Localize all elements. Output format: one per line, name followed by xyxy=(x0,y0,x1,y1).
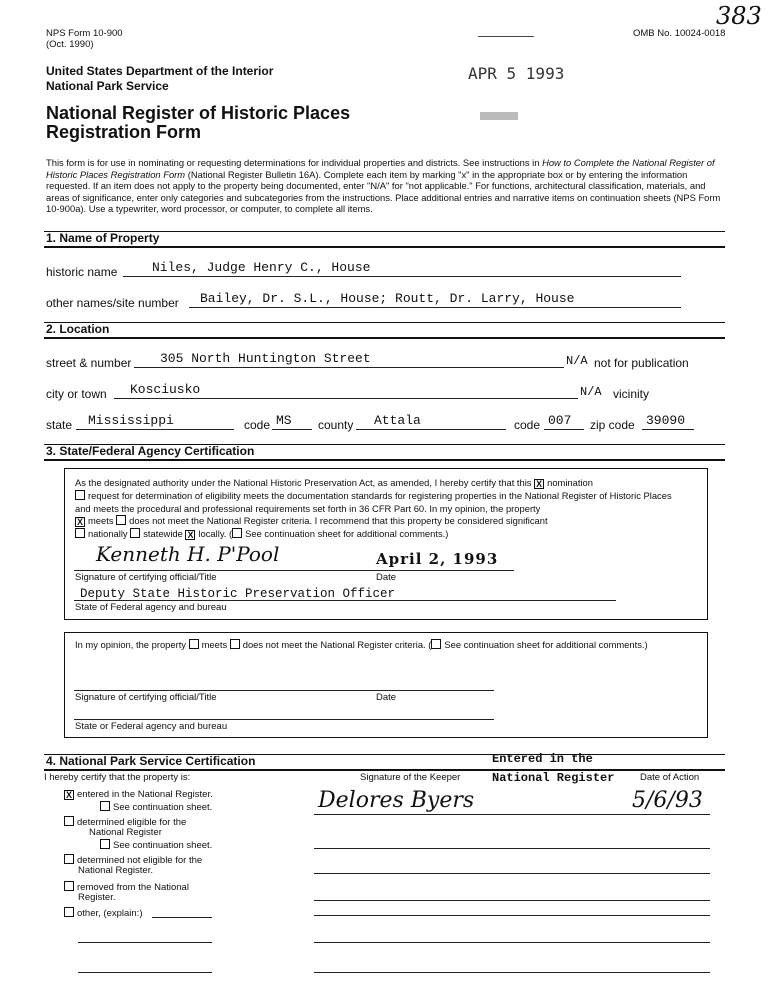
keeper-line-7 xyxy=(314,972,710,973)
agency-label: State of Federal agency and bureau xyxy=(75,602,227,613)
keeper-line-1 xyxy=(314,814,710,815)
nationally-checkbox[interactable] xyxy=(75,528,85,538)
other-names-line xyxy=(189,307,681,308)
other-names-label: other names/site number xyxy=(46,296,179,310)
action-date-label: Date of Action xyxy=(640,772,700,783)
opinion-agency-label: State or Federal agency and bureau xyxy=(75,721,228,732)
county-value[interactable]: Attala xyxy=(374,413,421,428)
other-checkbox[interactable] xyxy=(64,907,74,917)
received-stamp: APR 5 1993 xyxy=(468,64,565,83)
nfp-label: not for publication xyxy=(594,356,689,370)
locally-checkbox[interactable]: X xyxy=(187,530,194,541)
service: National Park Service xyxy=(46,79,169,93)
stamp-smudge xyxy=(480,112,518,120)
opinion-continuation-checkbox[interactable] xyxy=(431,639,441,649)
section3-title: 3. State/Federal Agency Certification xyxy=(46,444,255,458)
state-code-line xyxy=(272,429,312,430)
state-line xyxy=(76,429,234,430)
not-eligible-checkbox[interactable] xyxy=(64,854,74,864)
entered-stamp-line1: Entered in the xyxy=(492,752,593,766)
historic-name-line xyxy=(123,276,681,277)
opinion-signature-line xyxy=(74,690,494,691)
section4-title: 4. National Park Service Certification xyxy=(46,754,256,768)
county-label: county xyxy=(318,418,354,432)
keeper-line-2 xyxy=(314,848,710,849)
option-eligible-2: National Register xyxy=(89,827,162,838)
meets-checkbox[interactable]: X xyxy=(76,517,83,528)
keeper-line-5 xyxy=(314,915,710,916)
vicinity-value[interactable]: N/A xyxy=(580,385,602,399)
form-date: (Oct. 1990) xyxy=(46,39,94,50)
section1-title: 1. Name of Property xyxy=(46,231,160,245)
opinion-text: In my opinion, the property meets does not meet the National Register criteria. ( See continuation sheet for additional comments.) xyxy=(75,639,648,650)
zip-label: zip code xyxy=(590,418,635,432)
county-code-line xyxy=(544,429,584,430)
statewide-checkbox[interactable] xyxy=(130,528,140,538)
nomination-checkbox[interactable]: X xyxy=(536,479,543,489)
entered-checkbox[interactable]: X xyxy=(65,790,72,800)
city-line xyxy=(114,398,578,399)
option-not-eligible-2: National Register. xyxy=(78,865,153,876)
option-entered: X entered in the National Register. xyxy=(65,789,213,800)
certifier-date: April 2, 1993 xyxy=(376,550,499,568)
keeper-line-6 xyxy=(314,942,710,943)
department: United States Department of the Interior xyxy=(46,64,274,78)
opinion-not-meet-checkbox[interactable] xyxy=(230,639,240,649)
county-line xyxy=(356,429,506,430)
state-code-value[interactable]: MS xyxy=(276,413,292,428)
keeper-label: Signature of the Keeper xyxy=(360,772,461,783)
other-explain-line-1 xyxy=(78,942,212,943)
zip-line xyxy=(642,429,694,430)
option-eligible: determined eligible for the xyxy=(64,816,186,828)
keeper-signature: Delores Byers xyxy=(318,788,475,813)
historic-name-value[interactable]: Niles, Judge Henry C., House xyxy=(152,260,371,275)
form-title-line1: National Register of Historic Places xyxy=(46,103,351,123)
vicinity-label: vicinity xyxy=(613,387,650,401)
agency-line xyxy=(74,600,616,601)
street-line xyxy=(134,367,564,368)
scan-mark xyxy=(478,36,534,37)
option-removed: removed from the National xyxy=(64,881,189,893)
option-entered-see: See continuation sheet. xyxy=(100,801,212,813)
date-label: Date xyxy=(376,572,397,583)
does-not-meet-checkbox[interactable] xyxy=(116,515,126,525)
city-value[interactable]: Kosciusko xyxy=(130,382,201,397)
omb-number: OMB No. 10024-0018 xyxy=(633,28,726,39)
section2-title: 2. Location xyxy=(46,322,110,336)
keeper-line-3 xyxy=(314,873,710,874)
section2-bar xyxy=(44,322,725,339)
nfp-value[interactable]: N/A xyxy=(566,354,588,368)
county-code-value[interactable]: 007 xyxy=(548,413,572,428)
historic-name-label: historic name xyxy=(46,265,118,279)
state-code-label: code xyxy=(244,418,271,432)
signature-label: Signature of certifying official/Title xyxy=(75,572,217,583)
keeper-line-4 xyxy=(314,900,710,901)
entered-see-checkbox[interactable] xyxy=(100,801,110,811)
street-label: street & number xyxy=(46,356,132,370)
county-code-label: code xyxy=(514,418,541,432)
option-not-eligible: determined not eligible for the xyxy=(64,854,202,866)
option-eligible-see: See continuation sheet. xyxy=(100,839,212,851)
signature-line xyxy=(74,570,514,571)
form-title-line2: Registration Form xyxy=(46,122,202,142)
other-names-value[interactable]: Bailey, Dr. S.L., House; Routt, Dr. Larry, House xyxy=(200,291,575,306)
instructions: This form is for use in nominating or requesting determinations for individual properties and districts. See instructions in How to Complete the National Register of Historic Places Registration Form (National Register Bulletin 16A). Complete each item by marking "x" in the appropriate box or by entering the information requested. If an item does not apply to the property being documented, enter "N/A" for "not applicable." For functions, architectural classification, materials, and areas of significance, enter only categories and subcategories from the instructions. Place additional entries and narrative items on continuation sheets (NPS Form 10-900a). Use a typewriter, word processor, or computer, to complete all items. xyxy=(46,157,721,215)
entered-stamp-line2: National Register xyxy=(492,771,615,785)
request-checkbox[interactable] xyxy=(75,490,85,500)
opinion-date-label: Date xyxy=(376,692,397,703)
state-value[interactable]: Mississippi xyxy=(88,413,174,428)
certify-label: I hereby certify that the property is: xyxy=(44,772,191,783)
eligible-see-checkbox[interactable] xyxy=(100,839,110,849)
certifier-signature: Kenneth H. P'Pool xyxy=(96,542,280,566)
city-label: city or town xyxy=(46,387,107,401)
street-value[interactable]: 305 North Huntington Street xyxy=(160,351,371,366)
option-removed-2: Register. xyxy=(78,892,116,903)
removed-checkbox[interactable] xyxy=(64,881,74,891)
other-explain-line-2 xyxy=(78,972,212,973)
opinion-meets-checkbox[interactable] xyxy=(189,639,199,649)
option-other: other, (explain:) xyxy=(64,907,142,919)
opinion-agency-line xyxy=(74,719,494,720)
continuation-checkbox[interactable] xyxy=(232,528,242,538)
opinion-signature-label: Signature of certifying official/Title xyxy=(75,692,217,703)
eligible-checkbox[interactable] xyxy=(64,816,74,826)
other-line xyxy=(152,917,212,918)
page-number: 383 xyxy=(716,2,762,30)
form-number: NPS Form 10-900 xyxy=(46,28,123,39)
zip-value[interactable]: 39090 xyxy=(646,413,686,428)
agency-value[interactable]: Deputy State Historic Preservation Officer xyxy=(80,587,396,601)
state-label: state xyxy=(46,418,73,432)
action-date-value: 5/6/93 xyxy=(632,788,703,813)
certification-text: As the designated authority under the National Historic Preservation Act, as amended, I hereby certify that this X nomination request for determination of eligibility meets the documentation standards for registering properties in the National Register of Historic Places and meets the procedural and professional requirements set forth in 36 CFR Part 60. In my opinion, the property X meets does not meet the National Register criteria. I recommend that this property be considered significant nationally statewide X locally. ( See continuation sheet for additional comments.) xyxy=(75,477,672,541)
